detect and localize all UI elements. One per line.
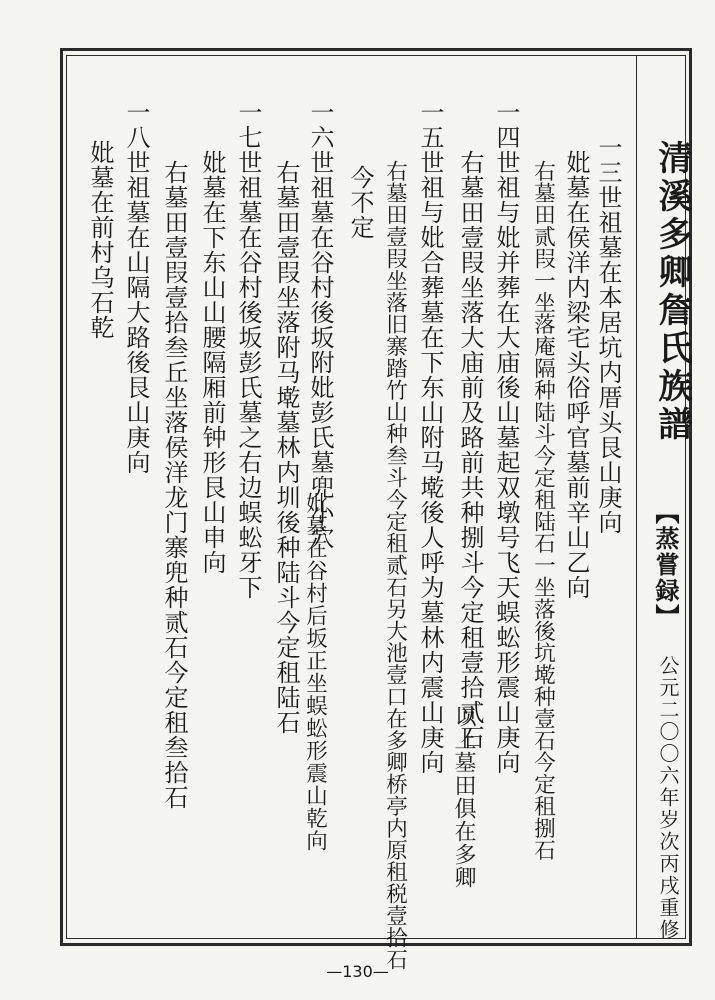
revision-date: 公元二〇〇六年岁次丙戌重修 [656, 655, 680, 941]
page-number: —130— [326, 962, 389, 981]
text-column: 妣墓在前村乌石乾 [86, 140, 114, 340]
text-column: 妣墓在侯洋内梁宅头俗呼官墓前辛山乙向 [562, 150, 590, 600]
note-column: 以上墓田俱在多卿 [451, 705, 476, 889]
text-column: 今不定 [346, 165, 374, 240]
text-column: 右墓田壹叚坐落附马墘墓林内圳後种陆斗今定租陆石 [272, 160, 300, 735]
section-title: 【蒸嘗録】 [651, 500, 680, 630]
page-border-inner [66, 55, 686, 939]
text-column: 一五世祖与妣合葬墓在下东山附马墘後人呼为墓林内震山庚向 [416, 100, 444, 775]
text-column: 右墓田贰叚一坐落庵隔种陆斗今定租陆石一坐落後坑墘种壹石今定租捌石 [530, 160, 556, 861]
text-column: 一三世祖墓在本居坑内厝头艮山庚向 [594, 135, 622, 535]
text-column: 右墓田壹叚壹拾叁丘坐落侯洋龙门寨兜种贰石今定租叁拾石 [160, 160, 188, 810]
header-divider [636, 56, 637, 938]
text-column: 妣墓在下东山山腰隔厢前钟形艮山申向 [198, 150, 226, 575]
text-column: 一七世祖墓在谷村後坂彭氏墓之右边蜈蚣牙下 [234, 100, 262, 600]
text-column: 妣墓在谷村后坂正坐蜈蚣形震山乾向 [302, 492, 328, 852]
text-column: 右墓田壹叚坐落大庙前及路前共种捌斗今定租壹拾贰石 [456, 150, 484, 750]
book-title: 清溪多卿詹氏族譜 [652, 140, 692, 444]
text-column: 一四世祖与妣并葬在大庙後山墓起双墩号飞天蜈蚣形震山庚向 [492, 100, 520, 775]
text-column: 右墓田壹叚坐落旧寨踏竹山种叁斗今定租贰石另大池壹口在多卿桥亭内原租税壹拾石 [382, 160, 408, 971]
text-column: 一八世祖墓在山隔大路後艮山庚向 [122, 100, 150, 475]
text-column: 一六世祖墓在谷村後坂附妣彭氏墓兜小穴 [306, 100, 334, 550]
